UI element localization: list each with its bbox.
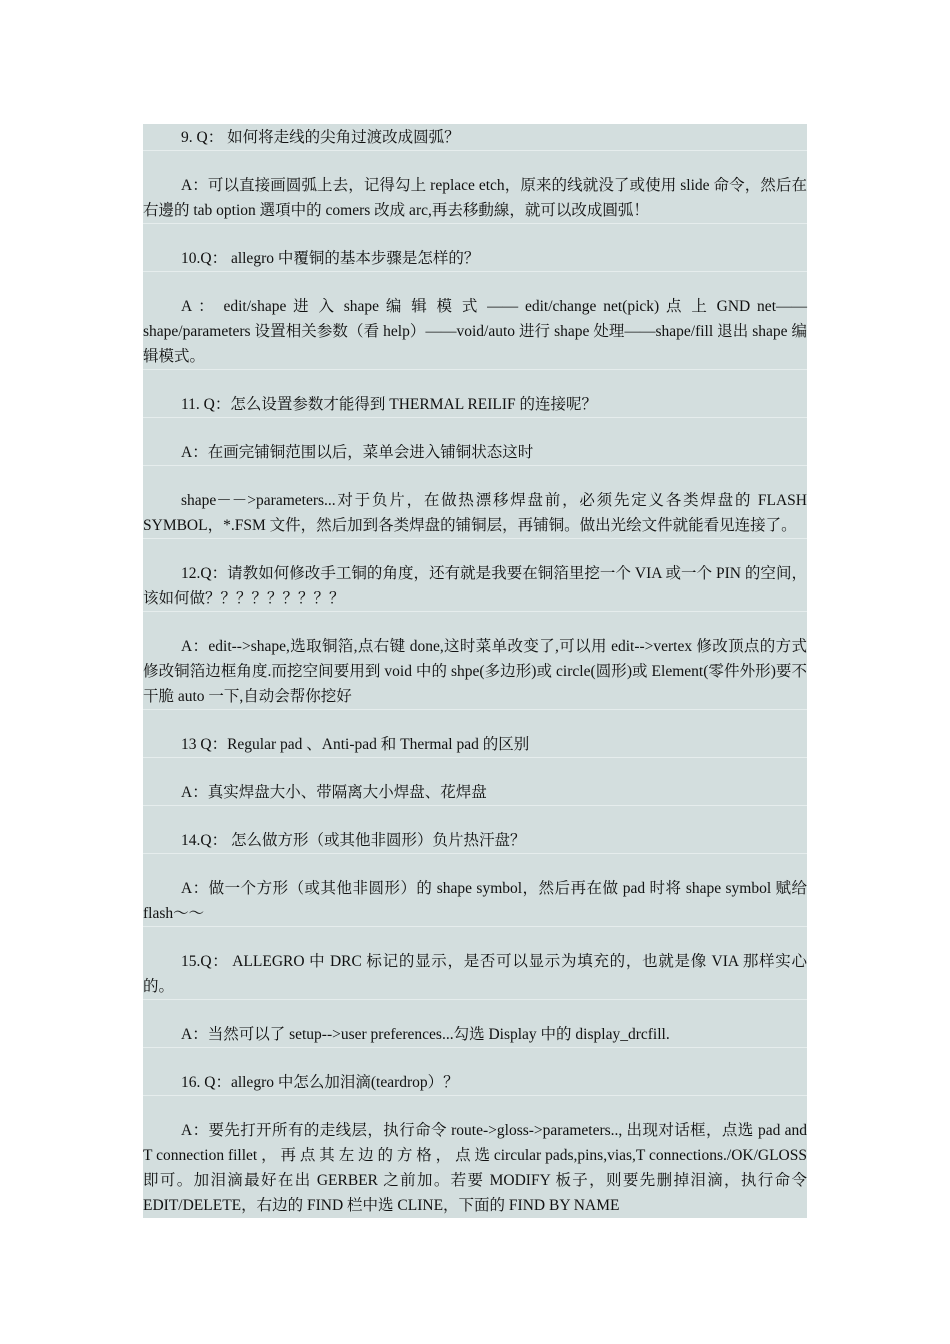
question-10: 10.Q： allegro 中覆铜的基本步骤是怎样的？: [143, 246, 807, 272]
answer-11-part2: shape－－>parameters...对于负片，在做热漂移焊盘前，必须先定义各类焊盘的 FLASH SYMBOL，*.FSM 文件，然后加到各类焊盘的铺铜层，再铺铜。做出光绘文件就能看见连接了。: [143, 488, 807, 539]
answer-11-part1: A：在画完铺铜范围以后，菜单会进入铺铜状态这时: [143, 440, 807, 466]
question-14: 14.Q： 怎么做方形（或其他非圆形）负片热汗盘？: [143, 828, 807, 854]
answer-16: A：要先打开所有的走线层，执行命令 route->gloss->parameters.., 出现对话框，点选 pad and T connection fillet ， 再 点 其 左 边 的 方 格 ， 点 选 circular pads,pins,vias,T connections./OK/GLOSS 即可。加泪滴最好在出 GERBER 之前加。若要 MODIFY 板子，则要先删掉泪滴，执行命令 EDIT/DELETE，右边的 FIND 栏中选 CLINE，下面的 FIND BY NAME: [143, 1122, 807, 1214]
question-15: 15.Q： ALLEGRO 中 DRC 标记的显示，是否可以显示为填充的，也就是像 VIA 那样实心的。: [143, 949, 807, 1000]
question-12: 12.Q：请教如何修改手工铜的角度，还有就是我要在铜箔里挖一个 VIA 或一个 PIN 的空间，该如何做？？？？？？？？？: [143, 561, 807, 612]
faq-content: [143, 124, 807, 1218]
answer-12: A：edit-->shape,选取铜箔,点右键 done,这时菜单改变了,可以用 edit-->vertex 修改顶点的方式修改铜箔边框角度.而挖空间要用到 void 中的 shpe(多边形)或 circle(圆形)或 Element(零件外形)要不干脆 auto 一下,自动会帮你挖好: [143, 634, 807, 710]
question-16: 16. Q：allegro 中怎么加泪滴(teardrop）？: [143, 1070, 807, 1096]
answer-14: A：做一个方形（或其他非圆形）的 shape symbol，然后再在做 pad 时将 shape symbol 赋给 flash～～: [143, 876, 807, 927]
answer-15: A：当然可以了 setup-->user preferences...勾选 Display 中的 display_drcfill.: [143, 1022, 807, 1048]
question-13: 13 Q：Regular pad 、Anti-pad 和 Thermal pad 的区别: [143, 732, 807, 758]
answer-13: A：真实焊盘大小、带隔离大小焊盘、花焊盘: [143, 780, 807, 806]
question-11: 11. Q：怎么设置参数才能得到 THERMAL REILIF 的连接呢？: [143, 392, 807, 418]
question-9: 9. Q： 如何将走线的尖角过渡改成圆弧？: [143, 125, 807, 151]
answer-9: A：可以直接画圆弧上去，记得勾上 replace etch，原来的线就没了或使用 slide 命令，然后在右邊的 tab option 選項中的 comers 改成 arc,再去移動線，就可以改成圓弧！: [143, 173, 807, 224]
answer-10: A ： edit/shape 进 入 shape 编 辑 模 式 —— edit/change net(pick) 点 上 GND net——shape/parameters 设置相关参数（看 help）——void/auto 进行 shape 处理——shape/fill 退出 shape 编辑模式。: [143, 294, 807, 370]
